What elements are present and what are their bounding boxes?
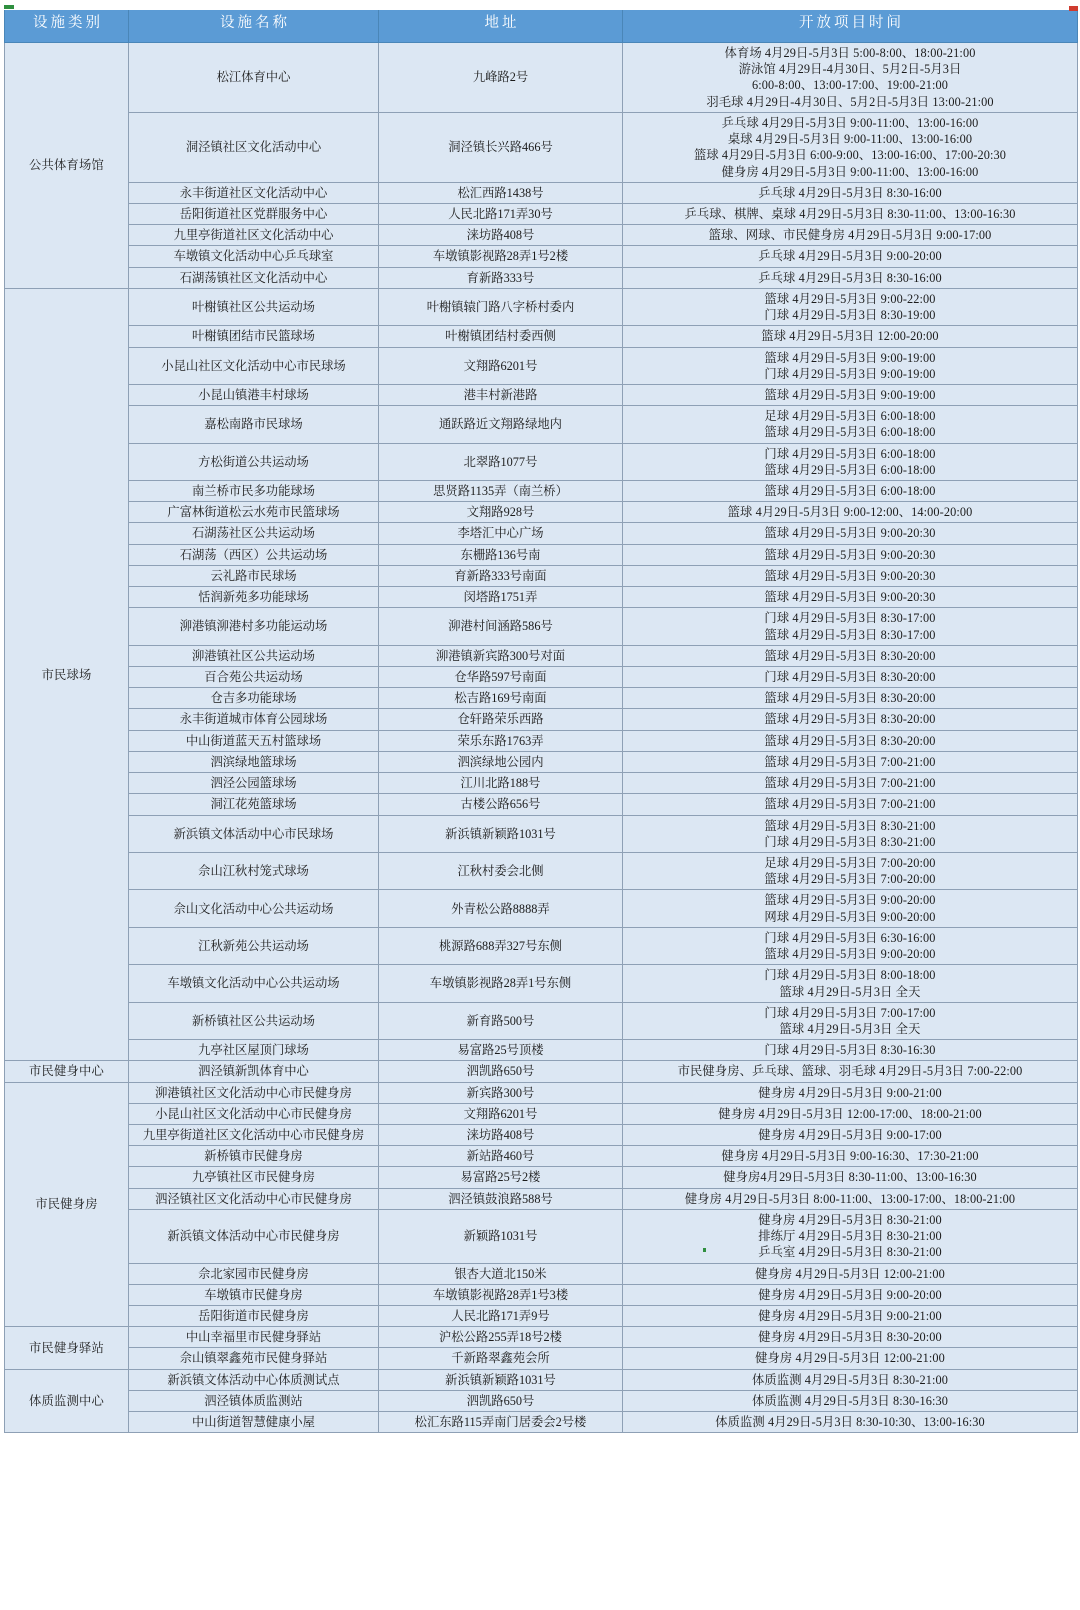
table-row bbox=[5, 1040, 1078, 1061]
facility-address-cell: 银杏大道北150米 bbox=[379, 1263, 623, 1284]
facility-category-cell: 公共体育场馆 bbox=[5, 43, 129, 289]
schedule-line: 门球 4月29日-5月3日 8:00-18:00 bbox=[764, 968, 936, 983]
table-row bbox=[5, 1209, 1078, 1263]
schedule-line: 篮球 4月29日-5月3日 6:00-9:00、13:00-16:00、17:00-20:30 bbox=[693, 148, 1007, 163]
table-row bbox=[5, 1390, 1078, 1411]
facility-name-cell: 泖港镇社区文化活动中心市民健身房 bbox=[129, 1082, 379, 1103]
table-row bbox=[5, 502, 1078, 523]
facility-schedule-cell bbox=[623, 667, 1078, 688]
facility-schedule-cell bbox=[623, 1103, 1078, 1124]
facility-address-cell: 思贤路1135弄（南兰桥） bbox=[379, 481, 623, 502]
schedule-line: 篮球 4月29日-5月3日 9:00-19:00 bbox=[764, 387, 936, 402]
facility-address-cell: 易富路25号2楼 bbox=[379, 1167, 623, 1188]
table-row bbox=[5, 443, 1078, 480]
facility-address-cell: 泗凯路650号 bbox=[379, 1390, 623, 1411]
facility-address-cell: 洞泾镇长兴路466号 bbox=[379, 112, 623, 182]
facility-name-cell: 仓吉多功能球场 bbox=[129, 688, 379, 709]
schedule-line: 乒乓球、棋牌、桌球 4月29日-5月3日 8:30-11:00、13:00-16:30 bbox=[684, 206, 1016, 221]
facility-address-cell: 港丰村新港路 bbox=[379, 384, 623, 405]
table-row bbox=[5, 645, 1078, 666]
facility-name-cell: 九里亭街道社区文化活动中心 bbox=[129, 225, 379, 246]
schedule-line: 足球 4月29日-5月3日 7:00-20:00 bbox=[764, 855, 936, 870]
facility-schedule-cell bbox=[623, 112, 1078, 182]
green-marker-left bbox=[4, 5, 14, 9]
facility-schedule-cell bbox=[623, 1061, 1078, 1082]
facility-schedule-cell bbox=[623, 890, 1078, 927]
facility-address-cell: 新浜镇新颖路1031号 bbox=[379, 815, 623, 852]
facility-address-cell: 车墩镇影视路28弄1号东侧 bbox=[379, 965, 623, 1002]
schedule-line: 门球 4月29日-5月3日 8:30-19:00 bbox=[764, 308, 936, 323]
schedule-line: 健身房 4月29日-5月3日 9:00-11:00、13:00-16:00 bbox=[721, 164, 979, 179]
table-row bbox=[5, 203, 1078, 224]
facility-schedule-cell bbox=[623, 481, 1078, 502]
table-row bbox=[5, 267, 1078, 288]
table-row bbox=[5, 927, 1078, 964]
schedule-line: 门球 4月29日-5月3日 7:00-17:00 bbox=[764, 1005, 936, 1020]
table-row bbox=[5, 730, 1078, 751]
facility-schedule-cell bbox=[623, 267, 1078, 288]
facility-category-cell: 体质监测中心 bbox=[5, 1369, 129, 1433]
schedule-line: 篮球 4月29日-5月3日 8:30-20:00 bbox=[764, 733, 936, 748]
facility-address-cell: 沪松公路255弄18号2楼 bbox=[379, 1327, 623, 1348]
sheet-top-margin bbox=[0, 5, 1080, 10]
facility-schedule-cell bbox=[623, 1002, 1078, 1039]
schedule-line: 健身房 4月29日-5月3日 9:00-20:00 bbox=[758, 1287, 942, 1302]
facility-name-cell: 佘北家园市民健身房 bbox=[129, 1263, 379, 1284]
facility-name-cell: 洞泾镇社区文化活动中心 bbox=[129, 112, 379, 182]
facility-schedule-cell bbox=[623, 502, 1078, 523]
schedule-line: 门球 4月29日-5月3日 9:00-19:00 bbox=[764, 366, 936, 381]
facility-schedule-cell bbox=[623, 1167, 1078, 1188]
schedule-line: 篮球 4月29日-5月3日 9:00-20:00 bbox=[764, 893, 936, 908]
facility-schedule-cell bbox=[623, 1209, 1078, 1263]
facility-schedule-cell bbox=[623, 608, 1078, 645]
column-header-name: 设施名称 bbox=[129, 6, 379, 43]
facility-name-cell: 中山街道智慧健康小屋 bbox=[129, 1412, 379, 1433]
schedule-line: 门球 4月29日-5月3日 6:00-18:00 bbox=[764, 446, 936, 461]
facility-address-cell: 松汇西路1438号 bbox=[379, 182, 623, 203]
schedule-line: 6:00-8:00、13:00-17:00、19:00-21:00 bbox=[752, 78, 948, 93]
table-row bbox=[5, 43, 1078, 113]
facility-name-cell: 小昆山社区文化活动中心市民健身房 bbox=[129, 1103, 379, 1124]
green-marker-mid bbox=[703, 1248, 706, 1252]
table-row bbox=[5, 112, 1078, 182]
schedule-line: 健身房 4月29日-5月3日 8:00-11:00、13:00-17:00、18:00-21:00 bbox=[684, 1191, 1016, 1206]
facility-name-cell: 泗泾镇社区文化活动中心市民健身房 bbox=[129, 1188, 379, 1209]
table-row bbox=[5, 384, 1078, 405]
facility-schedule-cell bbox=[623, 709, 1078, 730]
table-row bbox=[5, 815, 1078, 852]
schedule-line: 篮球 4月29日-5月3日 8:30-21:00 bbox=[764, 818, 936, 833]
table-row bbox=[5, 773, 1078, 794]
schedule-line: 篮球 4月29日-5月3日 6:00-18:00 bbox=[764, 425, 936, 440]
facility-name-cell: 泗泾镇新凯体育中心 bbox=[129, 1061, 379, 1082]
facility-category-cell: 市民健身房 bbox=[5, 1082, 129, 1327]
table-row bbox=[5, 1263, 1078, 1284]
facility-schedule-cell bbox=[623, 815, 1078, 852]
facility-address-cell: 泗凯路650号 bbox=[379, 1061, 623, 1082]
facility-address-cell: 江川北路188号 bbox=[379, 773, 623, 794]
facility-schedule-cell bbox=[623, 794, 1078, 815]
table-row bbox=[5, 688, 1078, 709]
facility-name-cell: 九亭社区屋顶门球场 bbox=[129, 1040, 379, 1061]
facility-address-cell: 泗滨绿地公园内 bbox=[379, 751, 623, 772]
facility-name-cell: 松江体育中心 bbox=[129, 43, 379, 113]
table-row bbox=[5, 406, 1078, 443]
facility-name-cell: 叶榭镇社区公共运动场 bbox=[129, 288, 379, 325]
schedule-line: 健身房 4月29日-5月3日 12:00-21:00 bbox=[755, 1266, 945, 1281]
facility-schedule-cell bbox=[623, 1082, 1078, 1103]
facility-address-cell: 江秋村委会北侧 bbox=[379, 852, 623, 889]
facility-category-cell: 市民健身驿站 bbox=[5, 1327, 129, 1369]
facility-name-cell: 南兰桥市民多功能球场 bbox=[129, 481, 379, 502]
facility-address-cell: 叶榭镇辕门路八字桥村委内 bbox=[379, 288, 623, 325]
red-marker-right bbox=[1069, 6, 1078, 11]
facility-address-cell: 新颖路1031号 bbox=[379, 1209, 623, 1263]
facility-category-cell: 市民球场 bbox=[5, 288, 129, 1061]
facility-name-cell: 嘉松南路市民球场 bbox=[129, 406, 379, 443]
schedule-line: 篮球 4月29日-5月3日 7:00-21:00 bbox=[764, 754, 936, 769]
facility-address-cell: 千新路翠鑫苑会所 bbox=[379, 1348, 623, 1369]
schedule-line: 篮球 4月29日-5月3日 9:00-20:30 bbox=[764, 590, 936, 605]
facility-schedule-cell bbox=[623, 645, 1078, 666]
schedule-line: 健身房4月29日-5月3日 8:30-11:00、13:00-16:30 bbox=[723, 1170, 977, 1185]
schedule-line: 门球 4月29日-5月3日 8:30-20:00 bbox=[764, 670, 936, 684]
schedule-line: 乒乓球 4月29日-5月3日 9:00-20:00 bbox=[758, 249, 942, 264]
facility-schedule-cell bbox=[623, 384, 1078, 405]
table-row bbox=[5, 288, 1078, 325]
facility-name-cell: 新浜镇文体活动中心体质测试点 bbox=[129, 1369, 379, 1390]
schedule-line: 篮球 4月29日-5月3日 9:00-12:00、14:00-20:00 bbox=[727, 505, 973, 520]
table-row bbox=[5, 587, 1078, 608]
facility-name-cell: 小昆山镇港丰村球场 bbox=[129, 384, 379, 405]
facility-address-cell: 桃源路688弄327号东侧 bbox=[379, 927, 623, 964]
facility-name-cell: 方松街道公共运动场 bbox=[129, 443, 379, 480]
facility-schedule-cell bbox=[623, 587, 1078, 608]
schedule-line: 健身房 4月29日-5月3日 8:30-21:00 bbox=[758, 1212, 942, 1227]
table-row bbox=[5, 1146, 1078, 1167]
schedule-line: 乒乓球 4月29日-5月3日 8:30-16:00 bbox=[758, 185, 942, 200]
facility-address-cell: 泖港镇新宾路300号对面 bbox=[379, 645, 623, 666]
schedule-line: 体质监测 4月29日-5月3日 8:30-10:30、13:00-16:30 bbox=[715, 1415, 985, 1430]
table-row bbox=[5, 852, 1078, 889]
schedule-line: 羽毛球 4月29日-4月30日、5月2日-5月3日 13:00-21:00 bbox=[706, 94, 994, 109]
table-row bbox=[5, 182, 1078, 203]
facility-name-cell: 云礼路市民球场 bbox=[129, 565, 379, 586]
facility-address-cell: 泗泾镇鼓浪路588号 bbox=[379, 1188, 623, 1209]
facility-name-cell: 永丰街道城市体育公园球场 bbox=[129, 709, 379, 730]
facility-schedule-cell bbox=[623, 1348, 1078, 1369]
facility-address-cell: 人民北路171弄30号 bbox=[379, 203, 623, 224]
facility-schedule-cell bbox=[623, 288, 1078, 325]
facility-name-cell: 泗滨绿地篮球场 bbox=[129, 751, 379, 772]
schedule-line: 排练厅 4月29日-5月3日 8:30-21:00 bbox=[758, 1229, 942, 1244]
facility-schedule-cell bbox=[623, 1125, 1078, 1146]
schedule-line: 网球 4月29日-5月3日 9:00-20:00 bbox=[764, 909, 936, 924]
facility-schedule-cell bbox=[623, 1369, 1078, 1390]
facility-address-cell: 闵塔路1751弄 bbox=[379, 587, 623, 608]
schedule-line: 篮球 4月29日-5月3日 8:30-20:00 bbox=[764, 691, 936, 706]
table-row bbox=[5, 544, 1078, 565]
schedule-line: 体育场 4月29日-5月3日 5:00-8:00、18:00-21:00 bbox=[724, 46, 976, 60]
facility-schedule-cell bbox=[623, 225, 1078, 246]
schedule-line: 门球 4月29日-5月3日 8:30-21:00 bbox=[764, 834, 936, 849]
facility-name-cell: 永丰街道社区文化活动中心 bbox=[129, 182, 379, 203]
spreadsheet-sheet bbox=[0, 5, 1080, 1610]
table-row bbox=[5, 667, 1078, 688]
facility-schedule-cell bbox=[623, 1412, 1078, 1433]
schedule-line: 乒乓球 4月29日-5月3日 9:00-11:00、13:00-16:00 bbox=[721, 115, 979, 130]
facility-name-cell: 叶榭镇团结市民篮球场 bbox=[129, 326, 379, 347]
table-row bbox=[5, 246, 1078, 267]
schedule-line: 健身房 4月29日-5月3日 8:30-20:00 bbox=[758, 1330, 942, 1345]
facility-name-cell: 石湖荡（西区）公共运动场 bbox=[129, 544, 379, 565]
schedule-line: 篮球 4月29日-5月3日 6:00-18:00 bbox=[764, 484, 936, 499]
facility-name-cell: 泗泾公园篮球场 bbox=[129, 773, 379, 794]
facility-schedule-cell bbox=[623, 1040, 1078, 1061]
facility-name-cell: 新桥镇市民健身房 bbox=[129, 1146, 379, 1167]
schedule-line: 健身房 4月29日-5月3日 9:00-21:00 bbox=[758, 1309, 942, 1323]
schedule-line: 篮球 4月29日-5月3日 全天 bbox=[779, 1021, 921, 1036]
facility-schedule-cell bbox=[623, 347, 1078, 384]
facility-address-cell: 仓华路597号南面 bbox=[379, 667, 623, 688]
facility-name-cell: 百合苑公共运动场 bbox=[129, 667, 379, 688]
schedule-line: 门球 4月29日-5月3日 8:30-16:30 bbox=[764, 1043, 936, 1058]
schedule-line: 乒乓球 4月29日-5月3日 8:30-16:00 bbox=[758, 270, 942, 285]
facility-address-cell: 北翠路1077号 bbox=[379, 443, 623, 480]
table-row bbox=[5, 1348, 1078, 1369]
facility-name-cell: 佘山江秋村笼式球场 bbox=[129, 852, 379, 889]
facility-name-cell: 车墩镇市民健身房 bbox=[129, 1284, 379, 1305]
table-row bbox=[5, 347, 1078, 384]
schedule-line: 篮球 4月29日-5月3日 9:00-20:30 bbox=[764, 526, 936, 541]
table-row bbox=[5, 1327, 1078, 1348]
facility-schedule-cell bbox=[623, 544, 1078, 565]
column-header-category: 设施类别 bbox=[5, 6, 129, 43]
facility-schedule-cell bbox=[623, 203, 1078, 224]
facility-address-cell: 松汇东路115弄南门居委会2号楼 bbox=[379, 1412, 623, 1433]
facility-address-cell: 东栅路136号南 bbox=[379, 544, 623, 565]
schedule-line: 游泳馆 4月29日-4月30日、5月2日-5月3日 bbox=[738, 62, 962, 77]
schedule-line: 乒乓室 4月29日-5月3日 8:30-21:00 bbox=[758, 1245, 942, 1260]
facility-address-cell: 人民北路171弄9号 bbox=[379, 1306, 623, 1327]
header-row bbox=[5, 6, 1078, 43]
table-row bbox=[5, 326, 1078, 347]
schedule-line: 健身房 4月29日-5月3日 9:00-17:00 bbox=[758, 1128, 942, 1143]
table-row bbox=[5, 1188, 1078, 1209]
facility-address-cell: 荣乐东路1763弄 bbox=[379, 730, 623, 751]
facility-schedule-cell bbox=[623, 443, 1078, 480]
facility-address-cell: 通跃路近文翔路绿地内 bbox=[379, 406, 623, 443]
facility-schedule-cell bbox=[623, 406, 1078, 443]
schedule-line: 篮球 4月29日-5月3日 12:00-20:00 bbox=[761, 329, 939, 344]
facility-schedule-cell bbox=[623, 182, 1078, 203]
schedule-line: 桌球 4月29日-5月3日 9:00-11:00、13:00-16:00 bbox=[727, 132, 973, 147]
facility-schedule-cell bbox=[623, 565, 1078, 586]
facility-name-cell: 岳阳街道社区党群服务中心 bbox=[129, 203, 379, 224]
table-row bbox=[5, 481, 1078, 502]
facility-schedule-cell bbox=[623, 1188, 1078, 1209]
schedule-line: 篮球 4月29日-5月3日 8:30-20:00 bbox=[764, 648, 936, 663]
facility-name-cell: 泖港镇泖港村多功能运动场 bbox=[129, 608, 379, 645]
facility-address-cell: 易富路25号顶楼 bbox=[379, 1040, 623, 1061]
facility-name-cell: 石湖荡镇社区文化活动中心 bbox=[129, 267, 379, 288]
facility-address-cell: 松吉路169号南面 bbox=[379, 688, 623, 709]
facility-address-cell: 车墩镇影视路28弄1号2楼 bbox=[379, 246, 623, 267]
facility-schedule-cell bbox=[623, 1146, 1078, 1167]
schedule-line: 健身房 4月29日-5月3日 12:00-21:00 bbox=[755, 1351, 945, 1366]
facility-name-cell: 车墩镇文化活动中心乒乓球室 bbox=[129, 246, 379, 267]
facility-name-cell: 岳阳街道市民健身房 bbox=[129, 1306, 379, 1327]
facility-schedule-cell bbox=[623, 1306, 1078, 1327]
facility-address-cell: 李塔汇中心广场 bbox=[379, 523, 623, 544]
table-row bbox=[5, 1284, 1078, 1305]
facility-address-cell: 泖港村间涵路586号 bbox=[379, 608, 623, 645]
table-row bbox=[5, 1125, 1078, 1146]
schedule-line: 篮球 4月29日-5月3日 9:00-20:30 bbox=[764, 568, 936, 583]
facility-name-cell: 泗泾镇体质监测站 bbox=[129, 1390, 379, 1411]
facility-name-cell: 九里亭街道社区文化活动中心市民健身房 bbox=[129, 1125, 379, 1146]
schedule-line: 篮球、网球、市民健身房 4月29日-5月3日 9:00-17:00 bbox=[708, 228, 992, 243]
facility-name-cell: 广富林街道松云水苑市民篮球场 bbox=[129, 502, 379, 523]
schedule-line: 健身房 4月29日-5月3日 9:00-16:30、17:30-21:00 bbox=[721, 1149, 979, 1164]
facility-address-cell: 新育路500号 bbox=[379, 1002, 623, 1039]
facility-name-cell: 中山街道蓝天五村篮球场 bbox=[129, 730, 379, 751]
facility-name-cell: 泖港镇社区公共运动场 bbox=[129, 645, 379, 666]
table-row bbox=[5, 1306, 1078, 1327]
facility-address-cell: 叶榭镇团结村委西侧 bbox=[379, 326, 623, 347]
schedule-line: 篮球 4月29日-5月3日 6:00-18:00 bbox=[764, 462, 936, 477]
schedule-line: 足球 4月29日-5月3日 6:00-18:00 bbox=[764, 409, 936, 424]
table-row bbox=[5, 1369, 1078, 1390]
facility-address-cell: 车墩镇影视路28弄1号3楼 bbox=[379, 1284, 623, 1305]
table-body bbox=[5, 43, 1078, 1433]
facility-address-cell: 涞坊路408号 bbox=[379, 225, 623, 246]
facility-name-cell: 石湖荡社区公共运动场 bbox=[129, 523, 379, 544]
facility-name-cell: 中山幸福里市民健身驿站 bbox=[129, 1327, 379, 1348]
facility-name-cell: 江秋新苑公共运动场 bbox=[129, 927, 379, 964]
schedule-line: 篮球 4月29日-5月3日 8:30-20:00 bbox=[764, 712, 936, 727]
facility-schedule-cell bbox=[623, 965, 1078, 1002]
facility-address-cell: 九峰路2号 bbox=[379, 43, 623, 113]
facility-category-cell: 市民健身中心 bbox=[5, 1061, 129, 1082]
facility-name-cell: 佘山镇翠鑫苑市民健身驿站 bbox=[129, 1348, 379, 1369]
table-row bbox=[5, 1002, 1078, 1039]
facility-schedule-cell bbox=[623, 1390, 1078, 1411]
facility-schedule-table bbox=[4, 5, 1078, 1433]
facility-name-cell: 新桥镇社区公共运动场 bbox=[129, 1002, 379, 1039]
table-row bbox=[5, 1103, 1078, 1124]
facility-address-cell: 文翔路6201号 bbox=[379, 347, 623, 384]
schedule-line: 健身房 4月29日-5月3日 9:00-21:00 bbox=[758, 1085, 942, 1100]
schedule-line: 篮球 4月29日-5月3日 7:00-20:00 bbox=[764, 872, 936, 887]
schedule-line: 篮球 4月29日-5月3日 全天 bbox=[779, 984, 921, 999]
table-row bbox=[5, 565, 1078, 586]
schedule-line: 篮球 4月29日-5月3日 9:00-19:00 bbox=[764, 350, 936, 365]
table-row bbox=[5, 1082, 1078, 1103]
facility-address-cell: 育新路333号 bbox=[379, 267, 623, 288]
facility-address-cell: 文翔路928号 bbox=[379, 502, 623, 523]
schedule-line: 篮球 4月29日-5月3日 8:30-17:00 bbox=[764, 627, 936, 642]
facility-schedule-cell bbox=[623, 1263, 1078, 1284]
table-row bbox=[5, 608, 1078, 645]
schedule-line: 篮球 4月29日-5月3日 9:00-20:30 bbox=[764, 547, 936, 562]
schedule-line: 体质监测 4月29日-5月3日 8:30-21:00 bbox=[752, 1372, 948, 1387]
schedule-line: 篮球 4月29日-5月3日 7:00-21:00 bbox=[764, 776, 936, 791]
table-row bbox=[5, 523, 1078, 544]
table-row bbox=[5, 1167, 1078, 1188]
table-row bbox=[5, 225, 1078, 246]
facility-name-cell: 恬润新苑多功能球场 bbox=[129, 587, 379, 608]
table-row bbox=[5, 709, 1078, 730]
facility-name-cell: 新浜镇文体活动中心市民健身房 bbox=[129, 1209, 379, 1263]
schedule-line: 市民健身房、乒乓球、篮球、羽毛球 4月29日-5月3日 7:00-22:00 bbox=[677, 1064, 1023, 1079]
facility-schedule-cell bbox=[623, 751, 1078, 772]
facility-schedule-cell bbox=[623, 43, 1078, 113]
schedule-line: 健身房 4月29日-5月3日 12:00-17:00、18:00-21:00 bbox=[718, 1106, 982, 1121]
facility-address-cell: 仓轩路荣乐西路 bbox=[379, 709, 623, 730]
facility-schedule-cell bbox=[623, 1327, 1078, 1348]
facility-name-cell: 小昆山社区文化活动中心市民球场 bbox=[129, 347, 379, 384]
facility-name-cell: 九亭镇社区市民健身房 bbox=[129, 1167, 379, 1188]
facility-name-cell: 车墩镇文化活动中心公共运动场 bbox=[129, 965, 379, 1002]
facility-address-cell: 涞坊路408号 bbox=[379, 1125, 623, 1146]
facility-name-cell: 佘山文化活动中心公共运动场 bbox=[129, 890, 379, 927]
facility-name-cell: 洞江花苑篮球场 bbox=[129, 794, 379, 815]
facility-schedule-cell bbox=[623, 927, 1078, 964]
facility-address-cell: 外青松公路8888弄 bbox=[379, 890, 623, 927]
facility-schedule-cell bbox=[623, 326, 1078, 347]
schedule-line: 篮球 4月29日-5月3日 9:00-22:00 bbox=[764, 291, 936, 306]
schedule-line: 篮球 4月29日-5月3日 7:00-21:00 bbox=[764, 797, 936, 812]
column-header-schedule: 开放项目时间 bbox=[623, 6, 1078, 43]
schedule-line: 篮球 4月29日-5月3日 9:00-20:00 bbox=[764, 947, 936, 962]
table-row bbox=[5, 1061, 1078, 1082]
table-row bbox=[5, 890, 1078, 927]
schedule-line: 门球 4月29日-5月3日 8:30-17:00 bbox=[764, 611, 936, 626]
facility-address-cell: 育新路333号南面 bbox=[379, 565, 623, 586]
facility-schedule-cell bbox=[623, 730, 1078, 751]
facility-address-cell: 文翔路6201号 bbox=[379, 1103, 623, 1124]
table-row bbox=[5, 751, 1078, 772]
table-row bbox=[5, 965, 1078, 1002]
facility-schedule-cell bbox=[623, 852, 1078, 889]
facility-address-cell: 新站路460号 bbox=[379, 1146, 623, 1167]
table-header bbox=[5, 6, 1078, 43]
facility-name-cell: 新浜镇文体活动中心市民球场 bbox=[129, 815, 379, 852]
facility-address-cell: 新浜镇新颖路1031号 bbox=[379, 1369, 623, 1390]
schedule-line: 门球 4月29日-5月3日 6:30-16:00 bbox=[764, 930, 936, 945]
facility-schedule-cell bbox=[623, 1284, 1078, 1305]
facility-address-cell: 古楼公路656号 bbox=[379, 794, 623, 815]
facility-schedule-cell bbox=[623, 523, 1078, 544]
schedule-line: 体质监测 4月29日-5月3日 8:30-16:30 bbox=[752, 1393, 948, 1408]
table-row bbox=[5, 794, 1078, 815]
facility-schedule-cell bbox=[623, 773, 1078, 794]
facility-schedule-cell bbox=[623, 688, 1078, 709]
facility-schedule-cell bbox=[623, 246, 1078, 267]
column-header-address: 地址 bbox=[379, 6, 623, 43]
table-row bbox=[5, 1412, 1078, 1433]
facility-address-cell: 新宾路300号 bbox=[379, 1082, 623, 1103]
